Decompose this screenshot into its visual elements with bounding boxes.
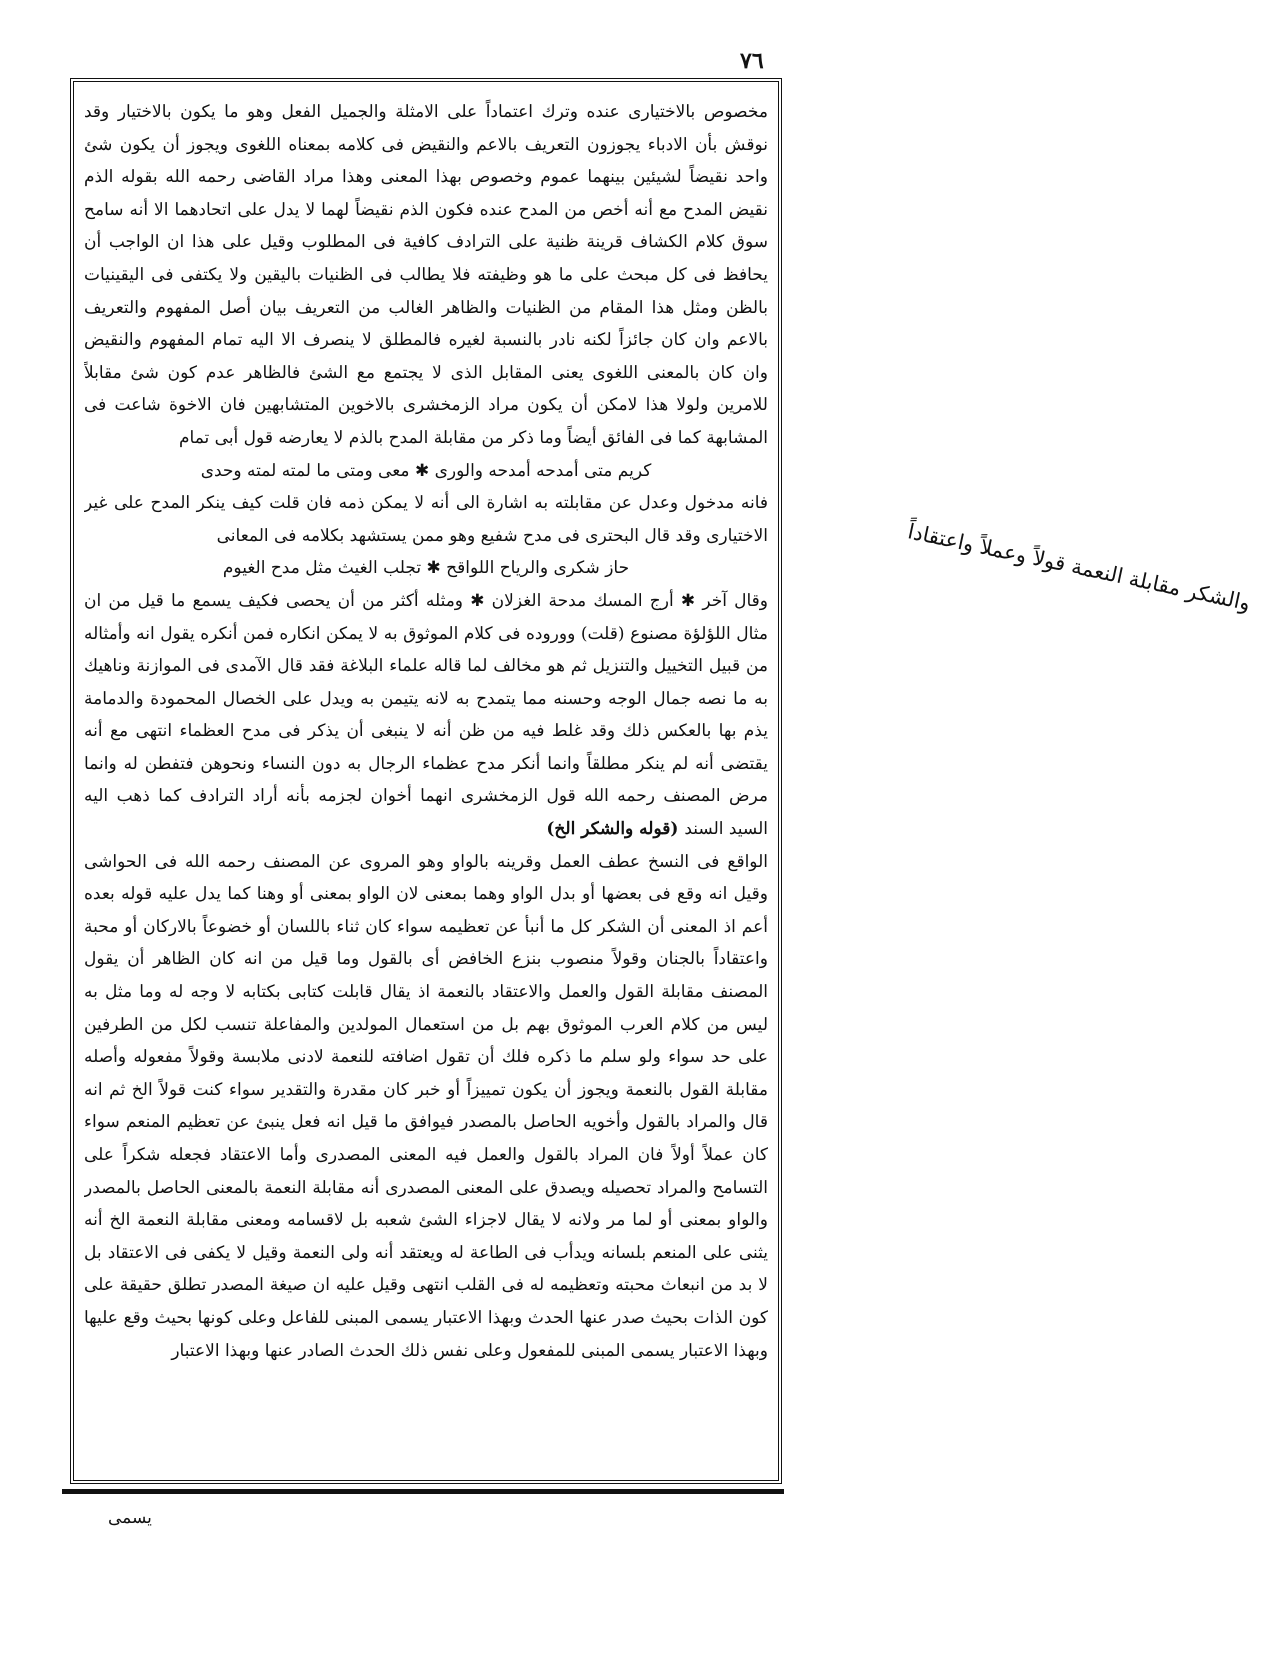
- lemma-heading: (قوله والشكر الخ): [546, 819, 685, 840]
- catchword: يسمى: [108, 1508, 152, 1528]
- verse-buhturi: حاز شكرى والرياح اللواقح ✱ تجلب الغيث مثل مدح الغيوم: [222, 558, 630, 579]
- paragraph-3: [84, 585, 768, 846]
- margin-note: والشكر مقابلة النعمة قولاً وعملاً واعتقاداً: [905, 519, 1253, 616]
- verse-abu-tammam: كريم متى أمدحه أمدحه والورى ✱ معى ومتى ما لمته لمته وحدى: [200, 460, 652, 481]
- body-text: [84, 96, 768, 1470]
- paragraph-4: الواقع فى النسخ عطف العمل وقرينه بالواو وهو المروى عن المصنف رحمه الله فى الحواشى وقيل انه وقع فى بعضها أو بدل الواو وهما بمعنى لان الواو بمعنى أو وهنا كما يدل عليه قوله بعده أعم اذ المعنى أن الشكر كل ما أنبأ عن تعظيمه سواء كان ثناء باللسان أو خضوعاً بالاركان أو محبة واعتقاداً بالجنان وقولاً منصوب بنزع الخافض أى بالقول وما قيل من انه كان الظاهر أن يقول المصنف مقابلة القول والعمل والاعتقاد بالنعمة اذ يقال قابلت كتابى بكتابه لا وجه له وما مثل به ليس من كلام العرب الموثوق بهم بل من استعمال المولدين والمفاعلة تنسب لكل من الطرفين على حد سواء ولو سلم ما ذكره فلك أن تقول اضافته للنعمة لادنى ملابسة وقولاً مفعوله وأصله مقابلة القول بالنعمة ويجوز أن يكون تمييزاً أو خبر كان مقدرة والتقدير سواء كنت قولاً الخ ثم انه قال والمراد بالقول وأخويه الحاصل بالمصدر فيوافق ما قيل انه فعل ينبئ عن تعظيم المنعم سواء كان عملاً أولاً فان المراد بالقول والعمل فيه المعنى المصدرى وأما الاعتقاد فجعله شكراً على التسامح والمراد تحصيله ويصدق على المعنى المصدرى أنه مقابلة النعمة بالمعنى الحاصل بالمصدر والواو بمعنى أو لما مر ولانه لا يقال لاجزاء الشئ شعبه بل لاقسامه ومعنى مقابلة النعمة الخ أنه يثنى على المنعم بلسانه ويدأب فى الطاعة له ويعتقد أنه ولى النعمة وقيل لا يكفى فى الاعتقاد بل لا بد من انبعاث محبته وتعظيمه له فى القلب انتهى وقيل عليه ان صيغة المصدر تطلق حقيقة على كون الذات بحيث صدر عنها الحدث وبهذا الاعتبار يسمى المبنى للفاعل وعلى كونها بحيث وقع عليها وبهذا الاعتبار يسمى المبنى للمفعول وعلى نفس ذلك الحدث الصادر عنها وبهذا الاعتبار: [84, 851, 768, 1361]
- text-frame: [70, 78, 782, 1484]
- paragraph-1: مخصوص بالاختيارى عنده وترك اعتماداً على الامثلة والجميل الفعل وهو ما يكون بالاختيار وقد نوقش بأن الادباء يجوزون التعريف بالاعم والنقيض فى كلامه بمعناه اللغوى ويجوز أن يكون شئ واحد نقيضاً لشيئين بينهما عموم وخصوص بهذا المعنى وهذا مراد القاضى رحمه الله بقوله الذم نقيض المدح مع أنه أخص من المدح عنده فكون الذم نقيضاً لهما لا يدل على اتحادهما الا أنه سامح سوق كلام الكشاف قرينة ظنية على الترادف كافية فى المطلوب وقيل على هذا ان الواجب أن يحافظ فى كل مبحث على ما هو وظيفته فلا يطالب فى الظنيات باليقين ولا يكتفى فى اليقينيات بالظن ومثل هذا المقام من الظنيات والظاهر الغالب من التعريف بيان أصل المفهوم والتعريف بالاعم وان كان جائزاً لكنه نادر بالنسبة لغيره فالمطلق لا ينصرف الا اليه تمام المفهوم والنقيض وان كان بالمعنى اللغوى يعنى المقابل الذى لا يجتمع مع الشئ فالظاهر عدم كون شئ مقابلاً للامرين ولولا هذا لامكن أن يكون مراد الزمخشرى بالاخوين المتشابهين فان الاخوة شاعت فى المشابهة كما فى الفائق أيضاً وما ذكر من مقابلة المدح بالذم لا يعارضه قول أبى تمام: [84, 102, 768, 448]
- paragraph-3-text: وقال آخر ✱ أرج المسك مدحة الغزلان ✱ ومثله أكثر من أن يحصى فكيف يسمع ما قيل من ان مثال اللؤلؤة مصنوع (قلت) ووروده فى كلام الموثوق به لا يمكن انكاره فمن أنكره يقول انه وأمثاله من قبيل التخييل والتنزيل ثم هو مخالف لما قاله علماء البلاغة فقد قال الآمدى فى الموازنة وناهيك به ما نصه جمال الوجه وحسنه مما يتمدح به لانه يتيمن به ويدل على الخصال المحمودة والدمامة يذم بها بالعكس ذلك وقد غلط فيه من ظن أنه لا ينبغى أن يذكر فى مدح العظماء انتهى مع أنه يقتضى أنه لم ينكر مطلقاً وانما أنكر مدح عظماء الرجال به دون النساء ونحوهن فتفطن له وانما مرض المصنف رحمه الله قول الزمخشرى انهما أخوان لجزمه بأنه أراد الترادف كما ذهب اليه السيد السند: [84, 590, 768, 840]
- paragraph-2: فانه مدخول وعدل عن مقابلته به اشارة الى أنه لا يمكن ذمه فان قلت كيف ينكر المدح على غير الاختيارى وقد قال البحترى فى مدح شفيع وهو ممن يستشهد بكلامه فى المعانى: [84, 493, 768, 546]
- page-number: ٧٦: [740, 48, 764, 74]
